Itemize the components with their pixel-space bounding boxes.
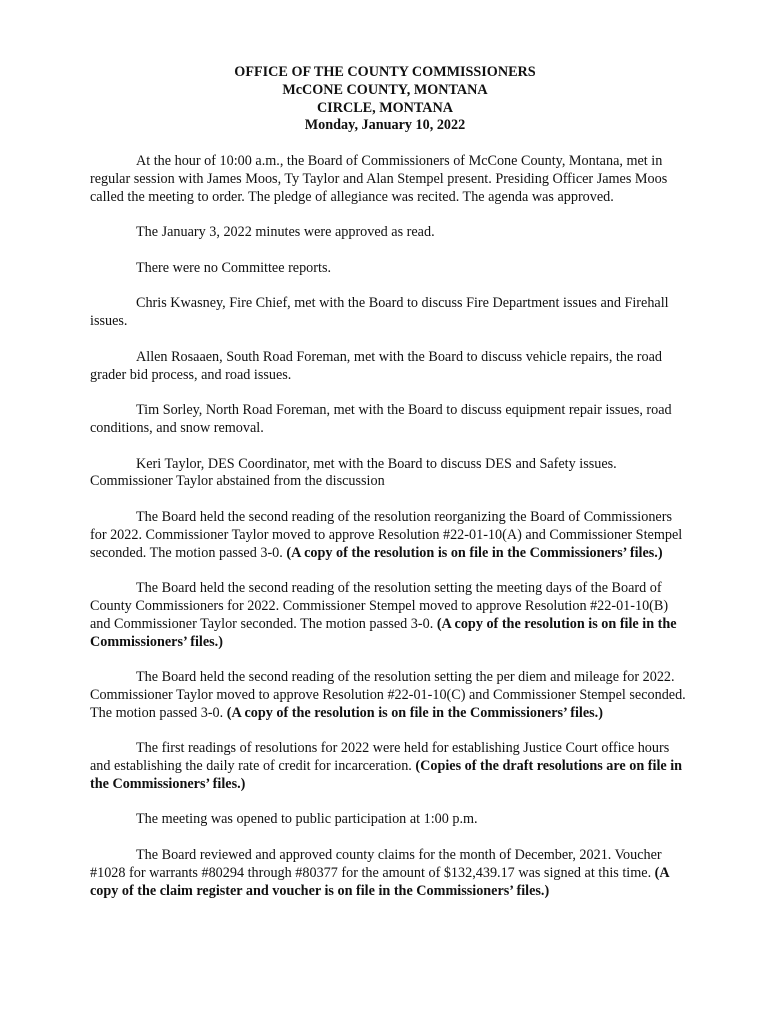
- paragraph-text: The Board reviewed and approved county claims for the month of December, 2021. Voucher #1028 for warrants #80294 through #80377 for the amount of $132,439.17 was signed at this time.: [90, 847, 662, 881]
- paragraph-text: The January 3, 2022 minutes were approved as read.: [136, 224, 435, 241]
- paragraph-county-claims: [90, 847, 690, 900]
- paragraph-committee-reports: [90, 260, 690, 278]
- header-meeting-date: Monday, January 10, 2022: [304, 117, 466, 134]
- paragraph-file-note: (A copy of the resolution is on file in the Commissioners’ files.): [226, 704, 603, 721]
- paragraph-text: The first readings of resolutions for 2022 were held for establishing Justice Court office hours and establishing the daily rate of credit for incarceration.: [90, 740, 670, 775]
- header-office-title: OFFICE OF THE COUNTY COMMISSIONERS: [234, 64, 536, 80]
- paragraph-text: The Board held the second reading of the resolution reorganizing the Board of Commissioners for 2022. Commissioner Taylor moved to approve Resolution #22-01-10(A) and Commissioner Stempel seconded. The motion passed 3-0.: [90, 508, 683, 561]
- paragraph-text: At the hour of 10:00 a.m., the Board of Commissioners of McCone County, Montana, met in regular session with James Moos, Ty Taylor and Alan Stempel present. Presiding Officer James Moos called the meeting to order. The pledge of allegiance was recited. The agenda was approved.: [90, 153, 668, 205]
- paragraph-des-coordinator: [90, 456, 690, 492]
- paragraph-south-road-foreman: [90, 349, 690, 385]
- paragraph-text: The Board held the second reading of the resolution setting the per diem and mileage for 2022. Commissioner Taylor moved to approve Resolution #22-01-10(C) and Commissioner Stempel seconded. The motion passed 3-0.: [90, 669, 686, 721]
- paragraph-resolution-a: [90, 509, 690, 562]
- minutes-body: [90, 153, 690, 918]
- paragraph-text: The Board held the second reading of the resolution setting the meeting days of the Board of County Commissioners for 2022. Commissioner Stempel moved to approve Resolution #22-01-10(B) and Commissioner Taylor seconded. The motion passed 3-0.: [90, 580, 669, 632]
- paragraph-minutes-approval: [90, 224, 690, 242]
- document-header: [0, 64, 770, 135]
- header-county: McCONE COUNTY, MONTANA: [282, 81, 488, 98]
- paragraph-text: There were no Committee reports.: [136, 259, 332, 276]
- paragraph-text: Keri Taylor, DES Coordinator, met with the Board to discuss DES and Safety issues. Commissioner Taylor abstained from the discussion: [90, 455, 617, 490]
- paragraph-file-note: (A copy of the resolution is on file in the Commissioners’ files.): [286, 544, 663, 561]
- paragraph-call-to-order: [90, 153, 690, 206]
- paragraph-text: Allen Rosaaen, South Road Foreman, met with the Board to discuss vehicle repairs, the road grader bid process, and road issues.: [90, 348, 663, 383]
- paragraph-file-note: (A copy of the claim register and voucher is on file in the Commissioners’ files.): [90, 864, 669, 899]
- paragraph-text: Tim Sorley, North Road Foreman, met with the Board to discuss equipment repair issues, road conditions, and snow removal.: [90, 402, 672, 436]
- paragraph-fire-chief: [90, 295, 690, 331]
- paragraph-text: Chris Kwasney, Fire Chief, met with the Board to discuss Fire Department issues and Firehall issues.: [90, 295, 669, 330]
- paragraph-text: The meeting was opened to public participation at 1:00 p.m.: [136, 811, 478, 828]
- header-city: CIRCLE, MONTANA: [316, 99, 454, 116]
- paragraph-north-road-foreman: [90, 402, 690, 438]
- paragraph-resolution-b: [90, 580, 690, 651]
- paragraph-first-readings: [90, 740, 690, 793]
- paragraph-public-participation: [90, 811, 690, 829]
- paragraph-file-note: (Copies of the draft resolutions are on file in the Commissioners’ files.): [90, 758, 683, 792]
- paragraph-file-note: (A copy of the resolution is on file in the Commissioners’ files.): [90, 615, 677, 650]
- paragraph-resolution-c: [90, 669, 690, 722]
